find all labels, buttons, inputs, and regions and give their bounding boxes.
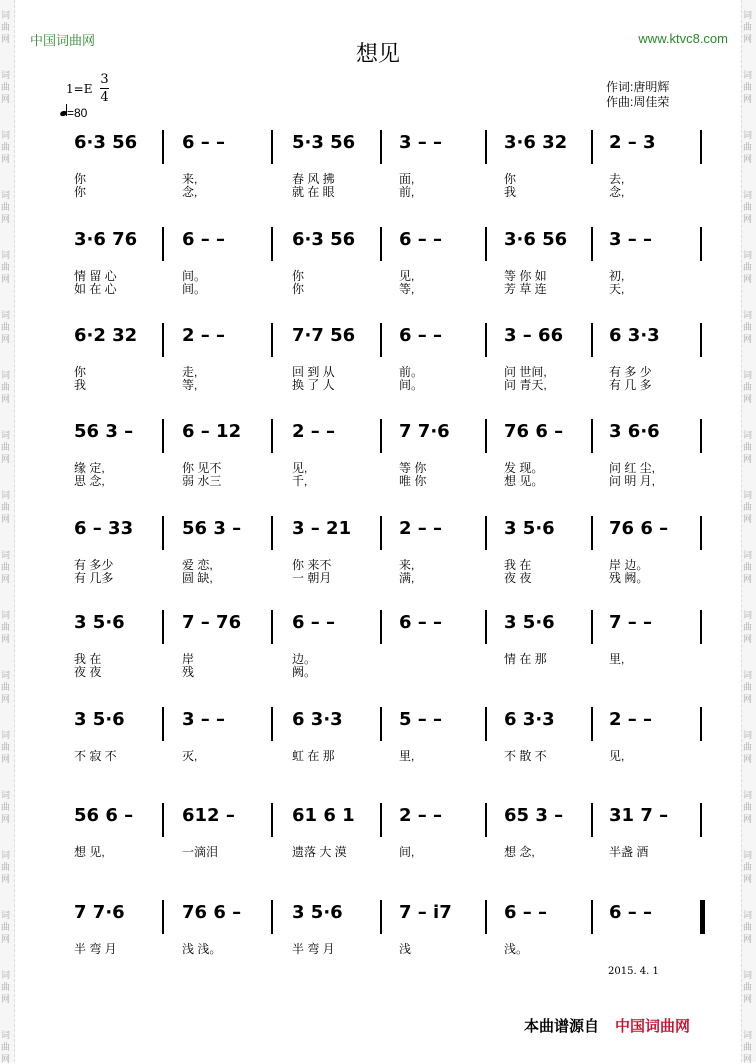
lyric: 你 xyxy=(292,282,305,296)
notes-row xyxy=(64,518,714,550)
barline xyxy=(271,900,273,934)
measure: 3 5·6 xyxy=(504,612,555,633)
lyric: 初, xyxy=(609,269,625,283)
barline xyxy=(271,419,273,453)
lyric: 边。 xyxy=(292,652,317,666)
lyric: 换 了 人 xyxy=(292,378,335,392)
measure: 2 – – xyxy=(609,709,653,730)
notes-row xyxy=(64,229,714,261)
barline xyxy=(162,227,164,261)
measure: 76 6 – xyxy=(609,518,669,539)
lyricist: 作词:唐明辉 xyxy=(606,80,670,94)
lyric: 等, xyxy=(399,282,415,296)
lyric: 圆 缺, xyxy=(182,571,213,585)
barline xyxy=(485,227,487,261)
lyric: 岸 xyxy=(182,652,195,666)
lyric: 夜 夜 xyxy=(504,571,532,585)
lyric: 你 来不 xyxy=(292,558,332,572)
barline xyxy=(485,130,487,164)
measure: 6 – – xyxy=(399,612,443,633)
measure: 61 6 1 xyxy=(292,805,355,826)
lyric: 等 你 xyxy=(399,461,427,475)
barline xyxy=(380,130,382,164)
date: 2015. 4. 1 xyxy=(608,966,659,977)
measure: 6·3 56 xyxy=(292,229,356,250)
lyric: 问 世间, xyxy=(504,365,547,379)
barline xyxy=(485,419,487,453)
measure: 6 – – xyxy=(609,902,653,923)
lyric: 有 几 多 xyxy=(609,378,652,392)
barline xyxy=(591,323,593,357)
lyric: 来, xyxy=(182,172,198,186)
notes-row xyxy=(64,325,714,357)
measure: 3 – 21 xyxy=(292,518,352,539)
lyric: 遗落 大 漠 xyxy=(292,845,347,859)
measure: 56 3 – xyxy=(182,518,242,539)
lyric: 弱 水三 xyxy=(182,474,222,488)
measure: 3 – – xyxy=(399,132,443,153)
barline xyxy=(162,419,164,453)
lyric: 满, xyxy=(399,571,415,585)
lyric: 不 散 不 xyxy=(504,749,547,763)
barline xyxy=(700,900,705,934)
barline xyxy=(591,707,593,741)
measure: 6 – – xyxy=(182,229,226,250)
lyric: 里, xyxy=(399,749,415,763)
barline xyxy=(591,130,593,164)
lyric: 想 见。 xyxy=(504,474,544,488)
time-signature xyxy=(100,72,109,105)
barline xyxy=(485,900,487,934)
barline xyxy=(700,130,702,164)
barline xyxy=(162,803,164,837)
barline xyxy=(162,610,164,644)
lyric: 缘 定, xyxy=(74,461,105,475)
lyric: 夜 夜 xyxy=(74,665,102,679)
lyric: 虹 在 那 xyxy=(292,749,335,763)
lyric: 有 多少 xyxy=(74,558,114,572)
barline xyxy=(271,130,273,164)
barline xyxy=(700,227,702,261)
barline xyxy=(591,610,593,644)
measure: 3 6·6 xyxy=(609,421,660,442)
measure: 2 – – xyxy=(292,421,336,442)
lyric: 芳 草 连 xyxy=(504,282,547,296)
barline xyxy=(380,610,382,644)
lyric: 一 朝月 xyxy=(292,571,332,585)
lyric: 唯 你 xyxy=(399,474,427,488)
lyric: 问 红 尘, xyxy=(609,461,656,475)
measure: 6 – – xyxy=(399,229,443,250)
notes-row xyxy=(64,132,714,164)
barline xyxy=(380,900,382,934)
measure: 7 7·6 xyxy=(74,902,125,923)
measure: 6 – 33 xyxy=(74,518,134,539)
time-top: 3 xyxy=(100,72,109,87)
barline xyxy=(700,707,702,741)
lyric: 不 寂 不 xyxy=(74,749,117,763)
source-footer xyxy=(524,1015,690,1036)
lyric: 间。 xyxy=(182,282,207,296)
left-watermark-strip: 词 曲 网 词 曲 网 词 曲 网 词 曲 网 词 曲 网 词 曲 网 词 曲 网 词 曲 网 词 曲 网 词 曲 网 词 曲 网 词 曲 网 词 曲 网 词 曲 网 词 曲 网 词 曲 网 词 曲 网 词 曲 网 xyxy=(0,0,15,1062)
measure: 7 7·6 xyxy=(399,421,450,442)
lyric: 你 xyxy=(74,172,87,186)
barline xyxy=(485,803,487,837)
measure: 31 7 – xyxy=(609,805,669,826)
measure: 6 3·3 xyxy=(504,709,555,730)
measure: 6 – – xyxy=(399,325,443,346)
barline xyxy=(380,323,382,357)
lyric: 我 xyxy=(74,378,87,392)
measure: 2 – 3 xyxy=(609,132,656,153)
barline xyxy=(162,323,164,357)
lyric: 岸 边。 xyxy=(609,558,649,572)
lyric: 我 在 xyxy=(504,558,532,572)
measure: 6 3·3 xyxy=(292,709,343,730)
measure: 3 5·6 xyxy=(74,612,125,633)
lyric: 就 在 眼 xyxy=(292,185,335,199)
measure: 6 3·3 xyxy=(609,325,660,346)
measure: 7 – 76 xyxy=(182,612,242,633)
measure: 3 5·6 xyxy=(504,518,555,539)
measure: 3·6 76 xyxy=(74,229,138,250)
lyric: 里, xyxy=(609,652,625,666)
measure: 5·3 56 xyxy=(292,132,356,153)
tempo-marking: =80 xyxy=(60,104,87,120)
lyric: 情 在 那 xyxy=(504,652,547,666)
lyric: 浅。 xyxy=(504,942,529,956)
source-label: 本曲谱源自 xyxy=(524,1018,600,1035)
lyric: 天, xyxy=(609,282,625,296)
measure: 6·2 32 xyxy=(74,325,138,346)
lyric: 浅 浅。 xyxy=(182,942,222,956)
measure: 56 6 – xyxy=(74,805,134,826)
barline xyxy=(271,227,273,261)
lyric: 思 念, xyxy=(74,474,105,488)
barline xyxy=(162,900,164,934)
measure: 6 – – xyxy=(504,902,548,923)
lyric: 你 xyxy=(292,269,305,283)
barline xyxy=(380,419,382,453)
lyric: 间, xyxy=(399,845,415,859)
barline xyxy=(591,419,593,453)
lyric: 如 在 心 xyxy=(74,282,117,296)
lyric: 想 见, xyxy=(74,845,105,859)
brand-link[interactable]: 中国词曲网 xyxy=(615,1018,691,1035)
lyric: 见, xyxy=(609,749,625,763)
lyric: 念, xyxy=(182,185,198,199)
measure: 5 – – xyxy=(399,709,443,730)
lyric: 等, xyxy=(182,378,198,392)
measure: 65 3 – xyxy=(504,805,564,826)
barline xyxy=(162,516,164,550)
lyric: 残 阙。 xyxy=(609,571,649,585)
lyric: 发 现。 xyxy=(504,461,544,475)
barline xyxy=(485,323,487,357)
barline xyxy=(271,803,273,837)
barline xyxy=(485,707,487,741)
barline xyxy=(700,323,702,357)
lyric: 间。 xyxy=(399,378,424,392)
lyric: 你 见不 xyxy=(182,461,222,475)
barline xyxy=(591,803,593,837)
barline xyxy=(591,900,593,934)
lyric: 你 xyxy=(504,172,517,186)
measure: 6 – 12 xyxy=(182,421,242,442)
lyric: 间。 xyxy=(182,269,207,283)
lyric: 我 xyxy=(504,185,517,199)
lyric: 走, xyxy=(182,365,198,379)
lyric: 面, xyxy=(399,172,415,186)
measure: 6 – – xyxy=(292,612,336,633)
measure: 7 – i7 xyxy=(399,902,452,923)
measure: 3 5·6 xyxy=(292,902,343,923)
lyric: 问 明 月, xyxy=(609,474,656,488)
measure: 3·6 56 xyxy=(504,229,568,250)
lyric: 春 风 拂 xyxy=(292,172,335,186)
measure: 7·7 56 xyxy=(292,325,356,346)
barline xyxy=(591,516,593,550)
measure: 6 – – xyxy=(182,132,226,153)
song-title: 想见 xyxy=(355,41,400,66)
notes-row xyxy=(64,902,714,934)
site-url[interactable]: www.ktvc8.com xyxy=(638,31,728,46)
barline xyxy=(700,516,702,550)
barline xyxy=(271,707,273,741)
barline xyxy=(380,707,382,741)
measure: 6·3 56 xyxy=(74,132,138,153)
lyric: 前, xyxy=(399,185,415,199)
site-name-left[interactable]: 中国词曲网 xyxy=(30,33,96,48)
measure: 3 – 66 xyxy=(504,325,564,346)
measure: 2 – – xyxy=(399,805,443,826)
measure: 7 – – xyxy=(609,612,653,633)
lyric: 问 青天, xyxy=(504,378,547,392)
barline xyxy=(700,803,702,837)
barline xyxy=(271,323,273,357)
barline xyxy=(485,610,487,644)
lyric: 来, xyxy=(399,558,415,572)
lyric: 灭, xyxy=(182,749,198,763)
barline xyxy=(591,227,593,261)
lyric: 前。 xyxy=(399,365,424,379)
barline xyxy=(162,130,164,164)
lyric: 念, xyxy=(609,185,625,199)
lyric: 见, xyxy=(399,269,415,283)
lyric: 有 多 少 xyxy=(609,365,652,379)
barline xyxy=(271,610,273,644)
measure: 3·6 32 xyxy=(504,132,568,153)
measure: 2 – – xyxy=(182,325,226,346)
measure: 76 6 – xyxy=(182,902,242,923)
lyric: 等 你 如 xyxy=(504,269,547,283)
lyric: 半 弯 月 xyxy=(74,942,117,956)
composer: 作曲:周佳荣 xyxy=(606,95,670,109)
barline xyxy=(700,610,702,644)
lyric: 爱 恋, xyxy=(182,558,213,572)
lyric: 半 弯 月 xyxy=(292,942,335,956)
lyric: 浅 xyxy=(399,942,412,956)
lyric: 见, xyxy=(292,461,308,475)
lyric: 你 xyxy=(74,365,87,379)
measure: 612 – xyxy=(182,805,235,826)
barline xyxy=(700,419,702,453)
measure: 56 3 – xyxy=(74,421,134,442)
notes-row xyxy=(64,709,714,741)
lyric: 千, xyxy=(292,474,308,488)
barline xyxy=(380,227,382,261)
measure: 3 5·6 xyxy=(74,709,125,730)
measure: 3 – – xyxy=(182,709,226,730)
barline xyxy=(271,516,273,550)
lyric: 半盏 酒 xyxy=(609,845,649,859)
measure: 2 – – xyxy=(399,518,443,539)
lyric: 你 xyxy=(74,185,87,199)
barline xyxy=(485,516,487,550)
lyric: 残 xyxy=(182,665,195,679)
measure: 76 6 – xyxy=(504,421,564,442)
lyric: 想 念, xyxy=(504,845,535,859)
lyric: 一滴泪 xyxy=(182,845,219,859)
right-watermark-strip: 词 曲 网 词 曲 网 词 曲 网 词 曲 网 词 曲 网 词 曲 网 词 曲 网 词 曲 网 词 曲 网 词 曲 网 词 曲 网 词 曲 网 词 曲 网 词 曲 网 词 曲 网 词 曲 网 词 曲 网 词 曲 网 xyxy=(741,0,756,1062)
barline xyxy=(380,803,382,837)
lyric: 我 在 xyxy=(74,652,102,666)
notes-row xyxy=(64,805,714,837)
key-signature: 1=E xyxy=(66,82,93,96)
time-bottom: 4 xyxy=(100,90,109,105)
lyric: 阙。 xyxy=(292,665,317,679)
lyric: 有 几多 xyxy=(74,571,114,585)
lyric: 情 留 心 xyxy=(74,269,117,283)
barline xyxy=(380,516,382,550)
lyric: 回 到 从 xyxy=(292,365,335,379)
measure: 3 – – xyxy=(609,229,653,250)
credits xyxy=(606,80,669,110)
notes-row xyxy=(64,421,714,453)
notes-row xyxy=(64,612,714,644)
lyric: 去, xyxy=(609,172,625,186)
barline xyxy=(162,707,164,741)
